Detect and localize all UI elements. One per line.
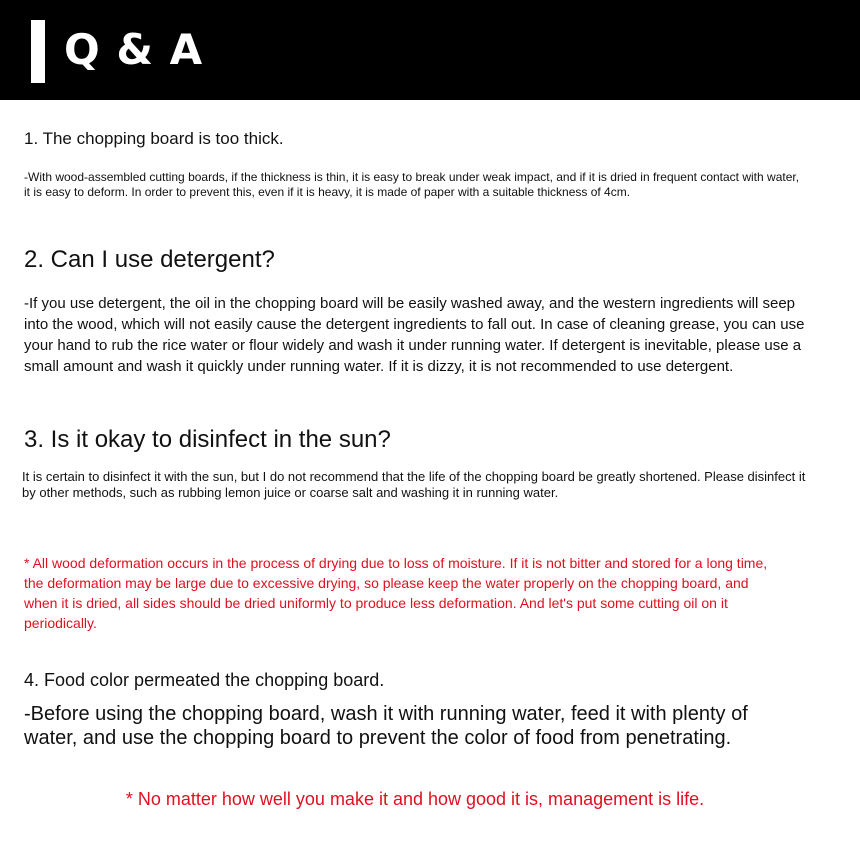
answer-2: -If you use detergent, the oil in the chopping board will be easily washed away, and the western ingredients will seep into the wood, which will not easily cause the detergent ingredients to fall out. In case of cleaning grease, you can use your hand to rub the rice water or flour widely and wash it under running water. If detergent is inevitable, please use a small amount and wash it quickly under running water. If it is dizzy, it is not recommended to use detergent. [24, 295, 805, 375]
header-banner [0, 0, 860, 100]
answer-1: -With wood-assembled cutting boards, if the thickness is thin, it is easy to break under weak impact, and if it is dried in frequent contact with water, it is easy to deform. In order to prevent this, even if it is heavy, it is made of paper with a suitable thickness of 4cm. [24, 170, 800, 199]
answer-4: -Before using the chopping board, wash it with running water, feed it with plenty of water, and use the chopping board to prevent the color of food from penetrating. [24, 703, 748, 749]
question-1: 1. The chopping board is too thick. [24, 129, 284, 148]
question-3: 3. Is it okay to disinfect in the sun? [24, 426, 391, 453]
header-accent-bar [31, 20, 45, 83]
page-title: Q & A [64, 25, 204, 74]
answer-3: It is certain to disinfect it with the sun, but I do not recommend that the life of the chopping board be greatly shortened. Please disinfect it by other methods, such as rubbing lemon juice or coarse salt and washing it in running water. [22, 469, 806, 500]
footer-note: * No matter how well you make it and how good it is, management is life. [125, 789, 705, 809]
deformation-note: * All wood deformation occurs in the process of drying due to loss of moisture. If it is not bitter and stored for a long time, the deformation may be large due to excessive drying, so please keep the water properly on the chopping board, and when it is dried, all sides should be dried uniformly to produce less deformation. And let's put some cutting oil on it periodically. [24, 555, 768, 631]
question-2: 2. Can I use detergent? [24, 246, 275, 273]
question-4: 4. Food color permeated the chopping board. [24, 670, 385, 690]
